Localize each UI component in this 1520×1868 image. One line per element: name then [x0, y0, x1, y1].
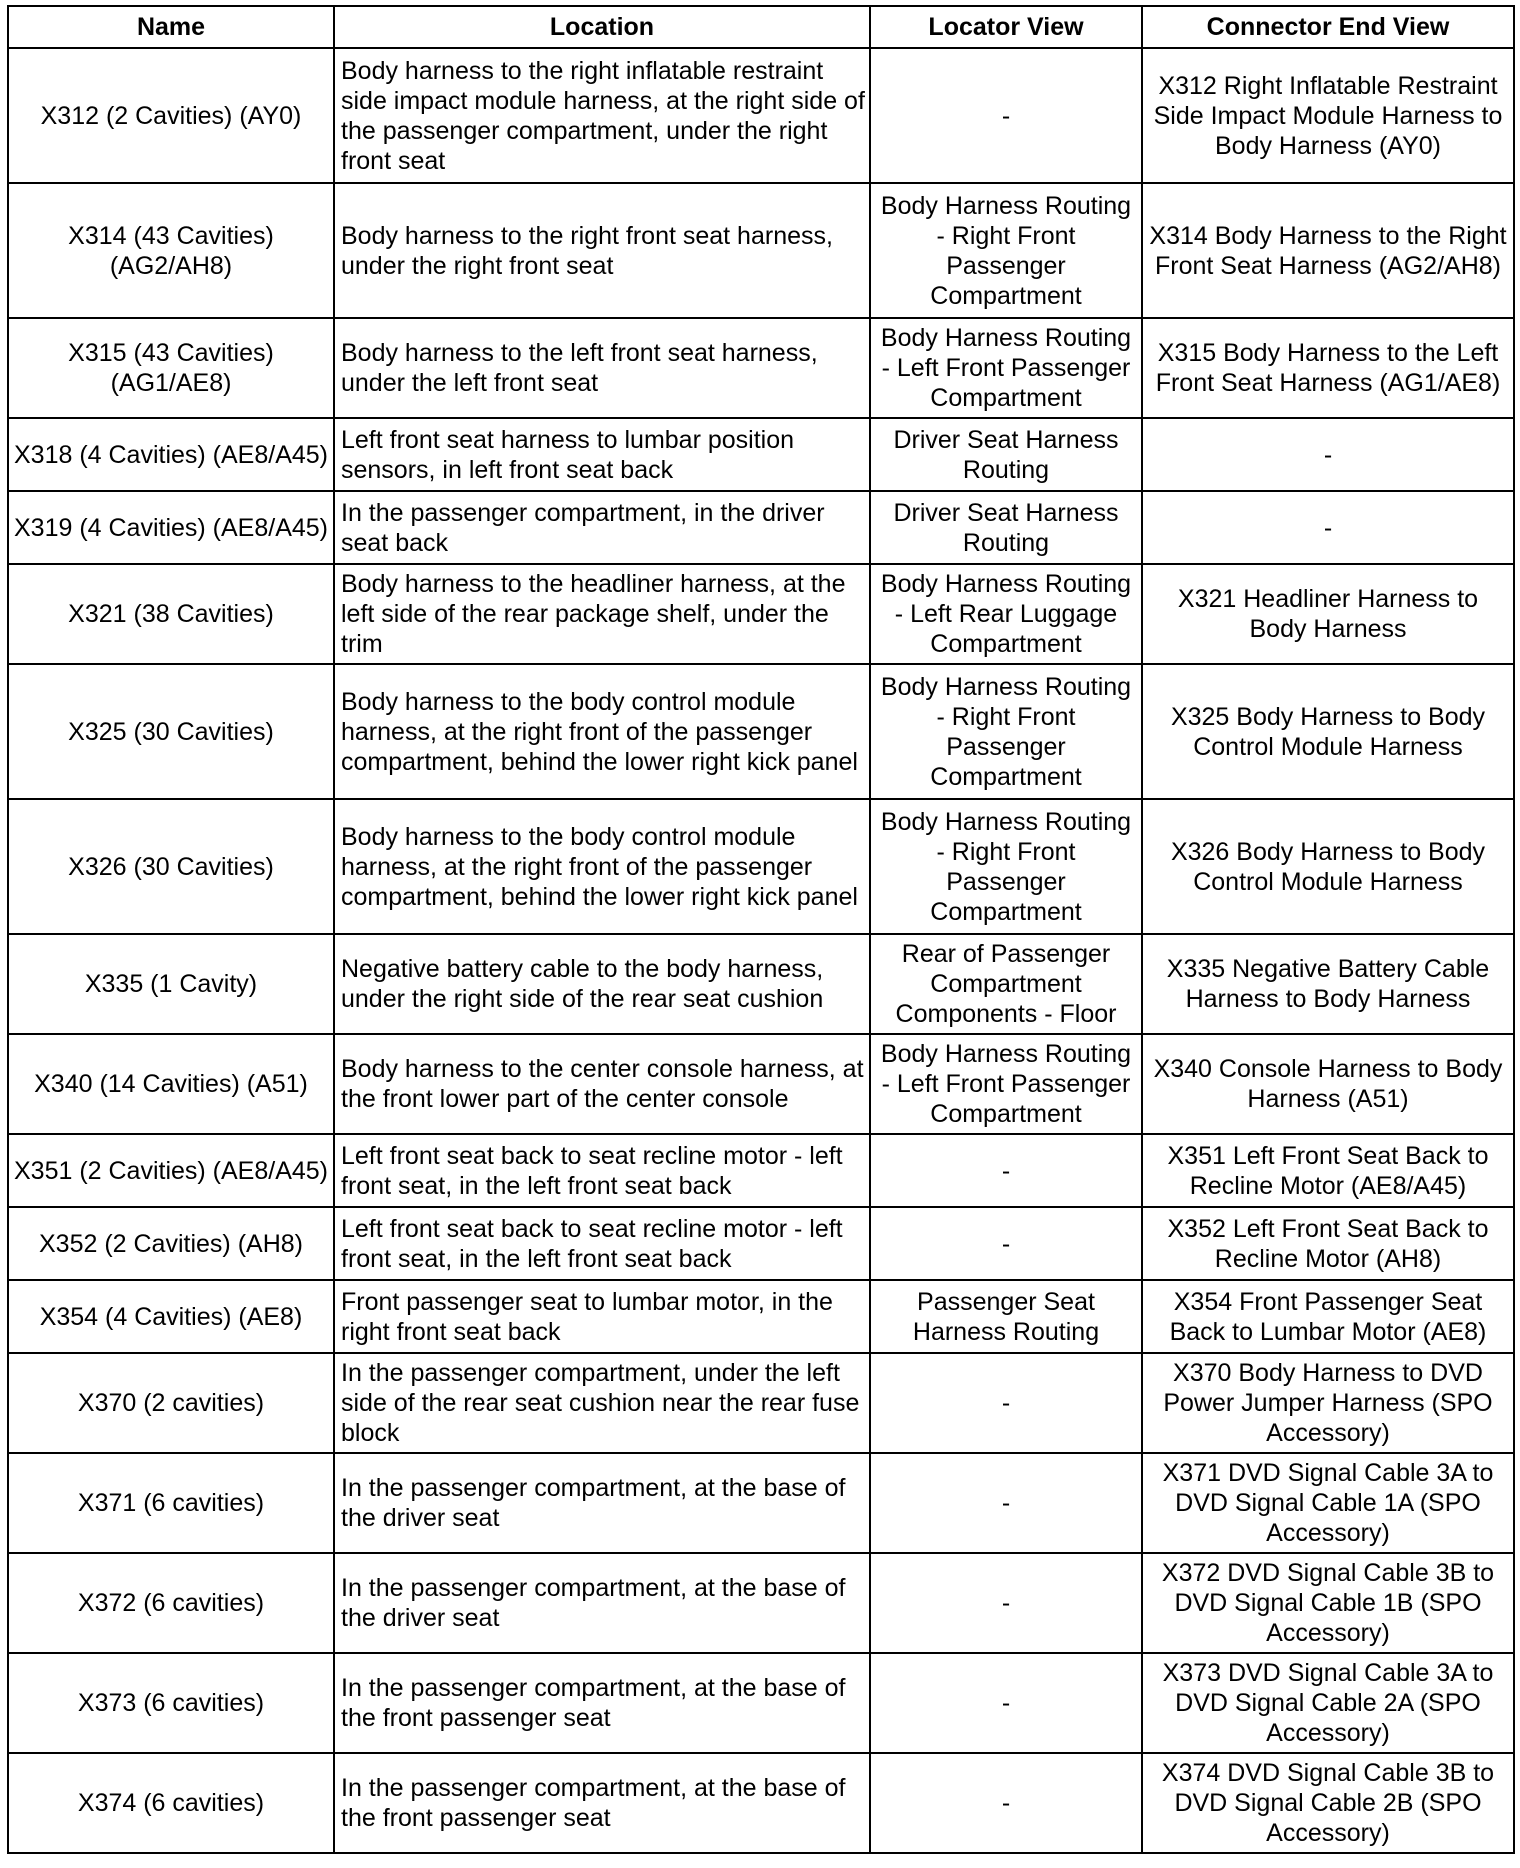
cell-connector-end-view: X335 Negative Battery Cable Harness to Body Harness: [1142, 934, 1514, 1034]
cell-name: X335 (1 Cavity): [8, 934, 334, 1034]
cell-location: Body harness to the center console harness, at the front lower part of the center console: [334, 1034, 870, 1134]
cell-locator-view: -: [870, 1753, 1142, 1853]
table-row: [8, 1553, 1514, 1653]
table-row: [8, 1653, 1514, 1753]
cell-name: X373 (6 cavities): [8, 1653, 334, 1753]
cell-locator-view: -: [870, 48, 1142, 183]
table-row: [8, 1453, 1514, 1553]
cell-locator-view: -: [870, 1353, 1142, 1453]
cell-name: X371 (6 cavities): [8, 1453, 334, 1553]
cell-name: X352 (2 Cavities) (AH8): [8, 1207, 334, 1280]
cell-name: X374 (6 cavities): [8, 1753, 334, 1853]
cell-locator-view: -: [870, 1207, 1142, 1280]
cell-locator-view: -: [870, 1453, 1142, 1553]
cell-location: Body harness to the body control module harness, at the right front of the passenger compartment, behind the lower right kick panel: [334, 799, 870, 934]
table-row: [8, 1034, 1514, 1134]
cell-connector-end-view: X374 DVD Signal Cable 3B to DVD Signal Cable 2B (SPO Accessory): [1142, 1753, 1514, 1853]
cell-name: X314 (43 Cavities) (AG2/AH8): [8, 183, 334, 318]
cell-connector-end-view: X321 Headliner Harness to Body Harness: [1142, 564, 1514, 664]
cell-location: Front passenger seat to lumbar motor, in the right front seat back: [334, 1280, 870, 1353]
cell-locator-view: -: [870, 1134, 1142, 1207]
table-row: [8, 1207, 1514, 1280]
table-header-row: [8, 6, 1514, 48]
header-name: Name: [8, 6, 334, 48]
cell-locator-view: Driver Seat Harness Routing: [870, 491, 1142, 564]
table-row: [8, 1134, 1514, 1207]
cell-locator-view: Body Harness Routing - Left Front Passenger Compartment: [870, 1034, 1142, 1134]
cell-connector-end-view: X325 Body Harness to Body Control Module Harness: [1142, 664, 1514, 799]
cell-location: In the passenger compartment, at the base of the front passenger seat: [334, 1753, 870, 1853]
cell-locator-view: -: [870, 1553, 1142, 1653]
cell-location: Left front seat back to seat recline motor - left front seat, in the left front seat back: [334, 1207, 870, 1280]
cell-connector-end-view: X354 Front Passenger Seat Back to Lumbar Motor (AE8): [1142, 1280, 1514, 1353]
cell-locator-view: Body Harness Routing - Right Front Passenger Compartment: [870, 664, 1142, 799]
cell-name: X326 (30 Cavities): [8, 799, 334, 934]
connector-table-sheet: [7, 5, 1513, 1854]
cell-name: X315 (43 Cavities) (AG1/AE8): [8, 318, 334, 418]
cell-connector-end-view: X314 Body Harness to the Right Front Seat Harness (AG2/AH8): [1142, 183, 1514, 318]
table-row: [8, 1753, 1514, 1853]
cell-location: In the passenger compartment, in the driver seat back: [334, 491, 870, 564]
cell-locator-view: Passenger Seat Harness Routing: [870, 1280, 1142, 1353]
header-locator-view: Locator View: [870, 6, 1142, 48]
cell-locator-view: Body Harness Routing - Right Front Passenger Compartment: [870, 799, 1142, 934]
cell-locator-view: Driver Seat Harness Routing: [870, 418, 1142, 491]
cell-name: X325 (30 Cavities): [8, 664, 334, 799]
cell-location: Body harness to the body control module harness, at the right front of the passenger compartment, behind the lower right kick panel: [334, 664, 870, 799]
header-location: Location: [334, 6, 870, 48]
table-row: [8, 183, 1514, 318]
cell-location: Left front seat back to seat recline motor - left front seat, in the left front seat back: [334, 1134, 870, 1207]
cell-connector-end-view: X373 DVD Signal Cable 3A to DVD Signal Cable 2A (SPO Accessory): [1142, 1653, 1514, 1753]
cell-location: Body harness to the left front seat harness, under the left front seat: [334, 318, 870, 418]
cell-name: X370 (2 cavities): [8, 1353, 334, 1453]
cell-connector-end-view: -: [1142, 418, 1514, 491]
cell-locator-view: Body Harness Routing - Left Rear Luggage Compartment: [870, 564, 1142, 664]
cell-connector-end-view: X340 Console Harness to Body Harness (A51): [1142, 1034, 1514, 1134]
cell-connector-end-view: X351 Left Front Seat Back to Recline Motor (AE8/A45): [1142, 1134, 1514, 1207]
cell-location: Left front seat harness to lumbar position sensors, in left front seat back: [334, 418, 870, 491]
table-row: [8, 799, 1514, 934]
cell-locator-view: Body Harness Routing - Right Front Passenger Compartment: [870, 183, 1142, 318]
cell-location: Body harness to the right front seat harness, under the right front seat: [334, 183, 870, 318]
header-connector-end-view: Connector End View: [1142, 6, 1514, 48]
cell-name: X354 (4 Cavities) (AE8): [8, 1280, 334, 1353]
cell-location: Body harness to the right inflatable restraint side impact module harness, at the right side of the passenger compartment, under the right front seat: [334, 48, 870, 183]
cell-connector-end-view: X371 DVD Signal Cable 3A to DVD Signal Cable 1A (SPO Accessory): [1142, 1453, 1514, 1553]
connector-table: [7, 5, 1515, 1854]
cell-locator-view: Rear of Passenger Compartment Components - Floor: [870, 934, 1142, 1034]
cell-location: Negative battery cable to the body harness, under the right side of the rear seat cushion: [334, 934, 870, 1034]
cell-connector-end-view: -: [1142, 491, 1514, 564]
cell-locator-view: -: [870, 1653, 1142, 1753]
cell-connector-end-view: X326 Body Harness to Body Control Module Harness: [1142, 799, 1514, 934]
cell-name: X340 (14 Cavities) (A51): [8, 1034, 334, 1134]
cell-location: In the passenger compartment, at the base of the front passenger seat: [334, 1653, 870, 1753]
cell-name: X319 (4 Cavities) (AE8/A45): [8, 491, 334, 564]
cell-location: In the passenger compartment, under the left side of the rear seat cushion near the rear fuse block: [334, 1353, 870, 1453]
table-row: [8, 48, 1514, 183]
table-row: [8, 1280, 1514, 1353]
cell-connector-end-view: X352 Left Front Seat Back to Recline Motor (AH8): [1142, 1207, 1514, 1280]
cell-name: X321 (38 Cavities): [8, 564, 334, 664]
cell-connector-end-view: X315 Body Harness to the Left Front Seat Harness (AG1/AE8): [1142, 318, 1514, 418]
cell-locator-view: Body Harness Routing - Left Front Passenger Compartment: [870, 318, 1142, 418]
table-row: [8, 564, 1514, 664]
cell-name: X312 (2 Cavities) (AY0): [8, 48, 334, 183]
cell-name: X351 (2 Cavities) (AE8/A45): [8, 1134, 334, 1207]
table-row: [8, 664, 1514, 799]
cell-name: X318 (4 Cavities) (AE8/A45): [8, 418, 334, 491]
cell-connector-end-view: X370 Body Harness to DVD Power Jumper Harness (SPO Accessory): [1142, 1353, 1514, 1453]
table-row: [8, 318, 1514, 418]
cell-connector-end-view: X312 Right Inflatable Restraint Side Impact Module Harness to Body Harness (AY0): [1142, 48, 1514, 183]
cell-location: In the passenger compartment, at the base of the driver seat: [334, 1553, 870, 1653]
cell-name: X372 (6 cavities): [8, 1553, 334, 1653]
cell-location: Body harness to the headliner harness, at the left side of the rear package shelf, under the trim: [334, 564, 870, 664]
table-row: [8, 934, 1514, 1034]
cell-location: In the passenger compartment, at the base of the driver seat: [334, 1453, 870, 1553]
table-row: [8, 418, 1514, 491]
cell-connector-end-view: X372 DVD Signal Cable 3B to DVD Signal Cable 1B (SPO Accessory): [1142, 1553, 1514, 1653]
table-row: [8, 491, 1514, 564]
table-row: [8, 1353, 1514, 1453]
